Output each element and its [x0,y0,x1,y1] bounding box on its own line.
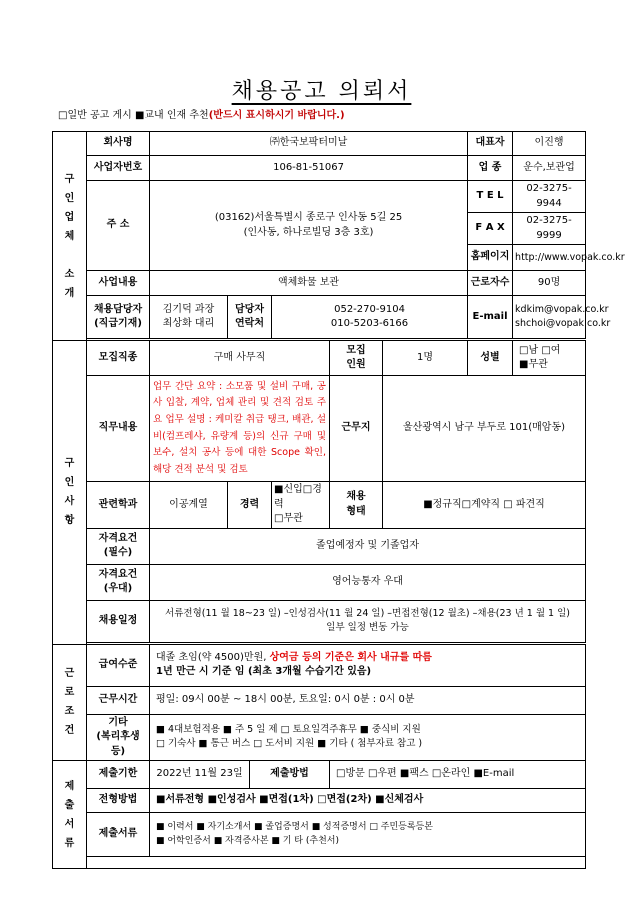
preferred-value: 영어능통자 우대 [150,564,586,600]
major-value: 이공계열 [150,482,228,529]
job-label: 모집직종 [87,341,150,376]
major-label: 관련학과 [87,482,150,529]
job-value: 구매 사무직 [150,341,330,376]
conditions-section-label: 근 로 조 건 [53,644,87,761]
benefits-value: ■ 4대보험적용 ■ 주 5 일 제 □ 토요일격주휴무 ■ 중식비 지원 □ 기숙사 ■ 통근 버스 □ 도서비 지원 ■ 기타 ( 첨부자료 참고 ) [150,714,586,761]
deadline-label: 제출기한 [87,761,150,789]
process-value: ■서류전형 ■인성검사 ■면접(1차) □면접(2차) ■신체검사 [150,789,586,813]
salary-label: 급여수준 [87,644,150,686]
deadline-value: 2022년 11월 23일 [150,761,250,789]
career-value: ■신입□경력 □무관 [272,482,330,529]
gender-label: 성별 [468,341,513,376]
employees-label: 근로자수 [468,271,513,296]
workplace-label: 근무지 [330,376,383,482]
employees-value: 90명 [513,271,586,296]
fax-value: 02-3275-9999 [513,213,586,245]
posting-options [58,106,345,121]
ceo-value: 이진행 [513,132,586,156]
email-label: E-mail [468,296,513,339]
biz-type-value: 운수,보관업 [513,156,586,181]
recruit-section-label: 구 인 사 항 [53,341,87,645]
duty-label: 직무내용 [87,376,150,482]
docs-label: 제출서류 [87,813,150,857]
docs-value: ■ 이력서 ■ 자기소개서 ■ 졸업증명서 ■ 성적증명서 □ 주민등록등본 ■ 어학인증서 ■ 자격증사본 ■ 기 타 (추천서) [150,813,586,857]
phone-label: 담당자 연락처 [228,296,272,339]
options-note: (반드시 표시하시기 바랍니다.) [208,110,345,121]
address-label: 주 소 [87,181,150,271]
gender-value: □남 □여 ■무관 [513,341,586,376]
required-value: 졸업예정자 및 기졸업자 [150,528,586,564]
tel-value: 02-3275-9944 [513,181,586,213]
method-value: □방문 □우편 ■팩스 □온라인 ■E-mail [330,761,586,789]
schedule-label: 채용일정 [87,600,150,642]
business-label: 사업내용 [87,271,150,296]
career-label: 경력 [228,482,272,529]
etc-label: 기타 (복리후생 등) [87,714,150,761]
reg-number-label: 사업자번호 [87,156,150,181]
homepage-link[interactable]: http://www.vopak.co.kr [513,245,586,271]
company-name-label: 회사명 [87,132,150,156]
hours-value: 평일: 09시 00분 ~ 18시 00분, 토요일: 0시 0분 : 0시 0분 [150,686,586,714]
method-label: 제출방법 [250,761,330,789]
preferred-label: 자격요건 (우대) [87,564,150,600]
contact-names: 김기덕 과장 최상화 대리 [150,296,228,339]
email-values: kdkim@vopak.co.kr shchoi@vopak.co.kr [513,296,586,339]
schedule-value: 서류전형(11 월 18~23 일) –인성검사(11 월 24 일) –면접전형(12 월초) –채용(23 년 1 월 1 일) 일부 일정 변동 가능 [150,600,586,642]
duty-description: 업무 간단 요약 : 소모품 및 설비 구매, 공사 입찰, 계약, 업체 관리 및 견적 검토 주요 업무 설명 : 케미칼 취급 탱크, 배관, 설비(컴프레샤, 유량계 등)의 신규 구매 및 보수, 설치 공사 등에 대한 Scope 확인, 해당 견적 분석 및 검토 [150,376,330,482]
company-section-label: 구 인 업 체 소 개 [53,132,87,341]
reg-number-value: 106-81-51067 [150,156,468,181]
contact-label: 채용담당자 (직급기재) [87,296,150,339]
address-value: (03162)서울특별시 종로구 인사동 5길 25 (인사동, 하나로빌딩 3층 3호) [150,181,468,271]
homepage-label: 홈페이지 [468,245,513,271]
workplace-value: 울산광역시 남구 부두로 101(매암동) [383,376,586,482]
internal-recommend-option[interactable]: ■교내 인재 추천 [134,110,209,121]
ceo-label: 대표자 [468,132,513,156]
business-value: 액체화물 보관 [150,271,468,296]
phone-values: 052-270-9104 010-5203-6166 [272,296,468,339]
submission-section-label: 제 출 서 류 [53,761,87,869]
salary-value: 대졸 초임(약 4500)만원, 상여금 등의 기준은 회사 내규를 따름 1년 만근 시 기준 임 (최초 3개월 수습기간 있음) [150,644,586,686]
required-label: 자격요건 (필수) [87,528,150,564]
fax-label: F A X [468,213,513,245]
page-title: 채용공고 의뢰서 [231,79,412,104]
count-label: 모집 인원 [330,341,383,376]
tel-label: T E L [468,181,513,213]
count-value: 1명 [383,341,468,376]
hours-label: 근무시간 [87,686,150,714]
company-name-value: ㈜한국보팍터미날 [150,132,468,156]
biz-type-label: 업 종 [468,156,513,181]
general-posting-option[interactable]: □일반 공고 게시 [58,110,132,121]
recruitment-form-table [52,131,625,869]
process-label: 전형방법 [87,789,150,813]
emp-type-value: ■정규직□계약직 □ 파견직 [383,482,586,529]
emp-type-label: 채용 형태 [330,482,383,529]
